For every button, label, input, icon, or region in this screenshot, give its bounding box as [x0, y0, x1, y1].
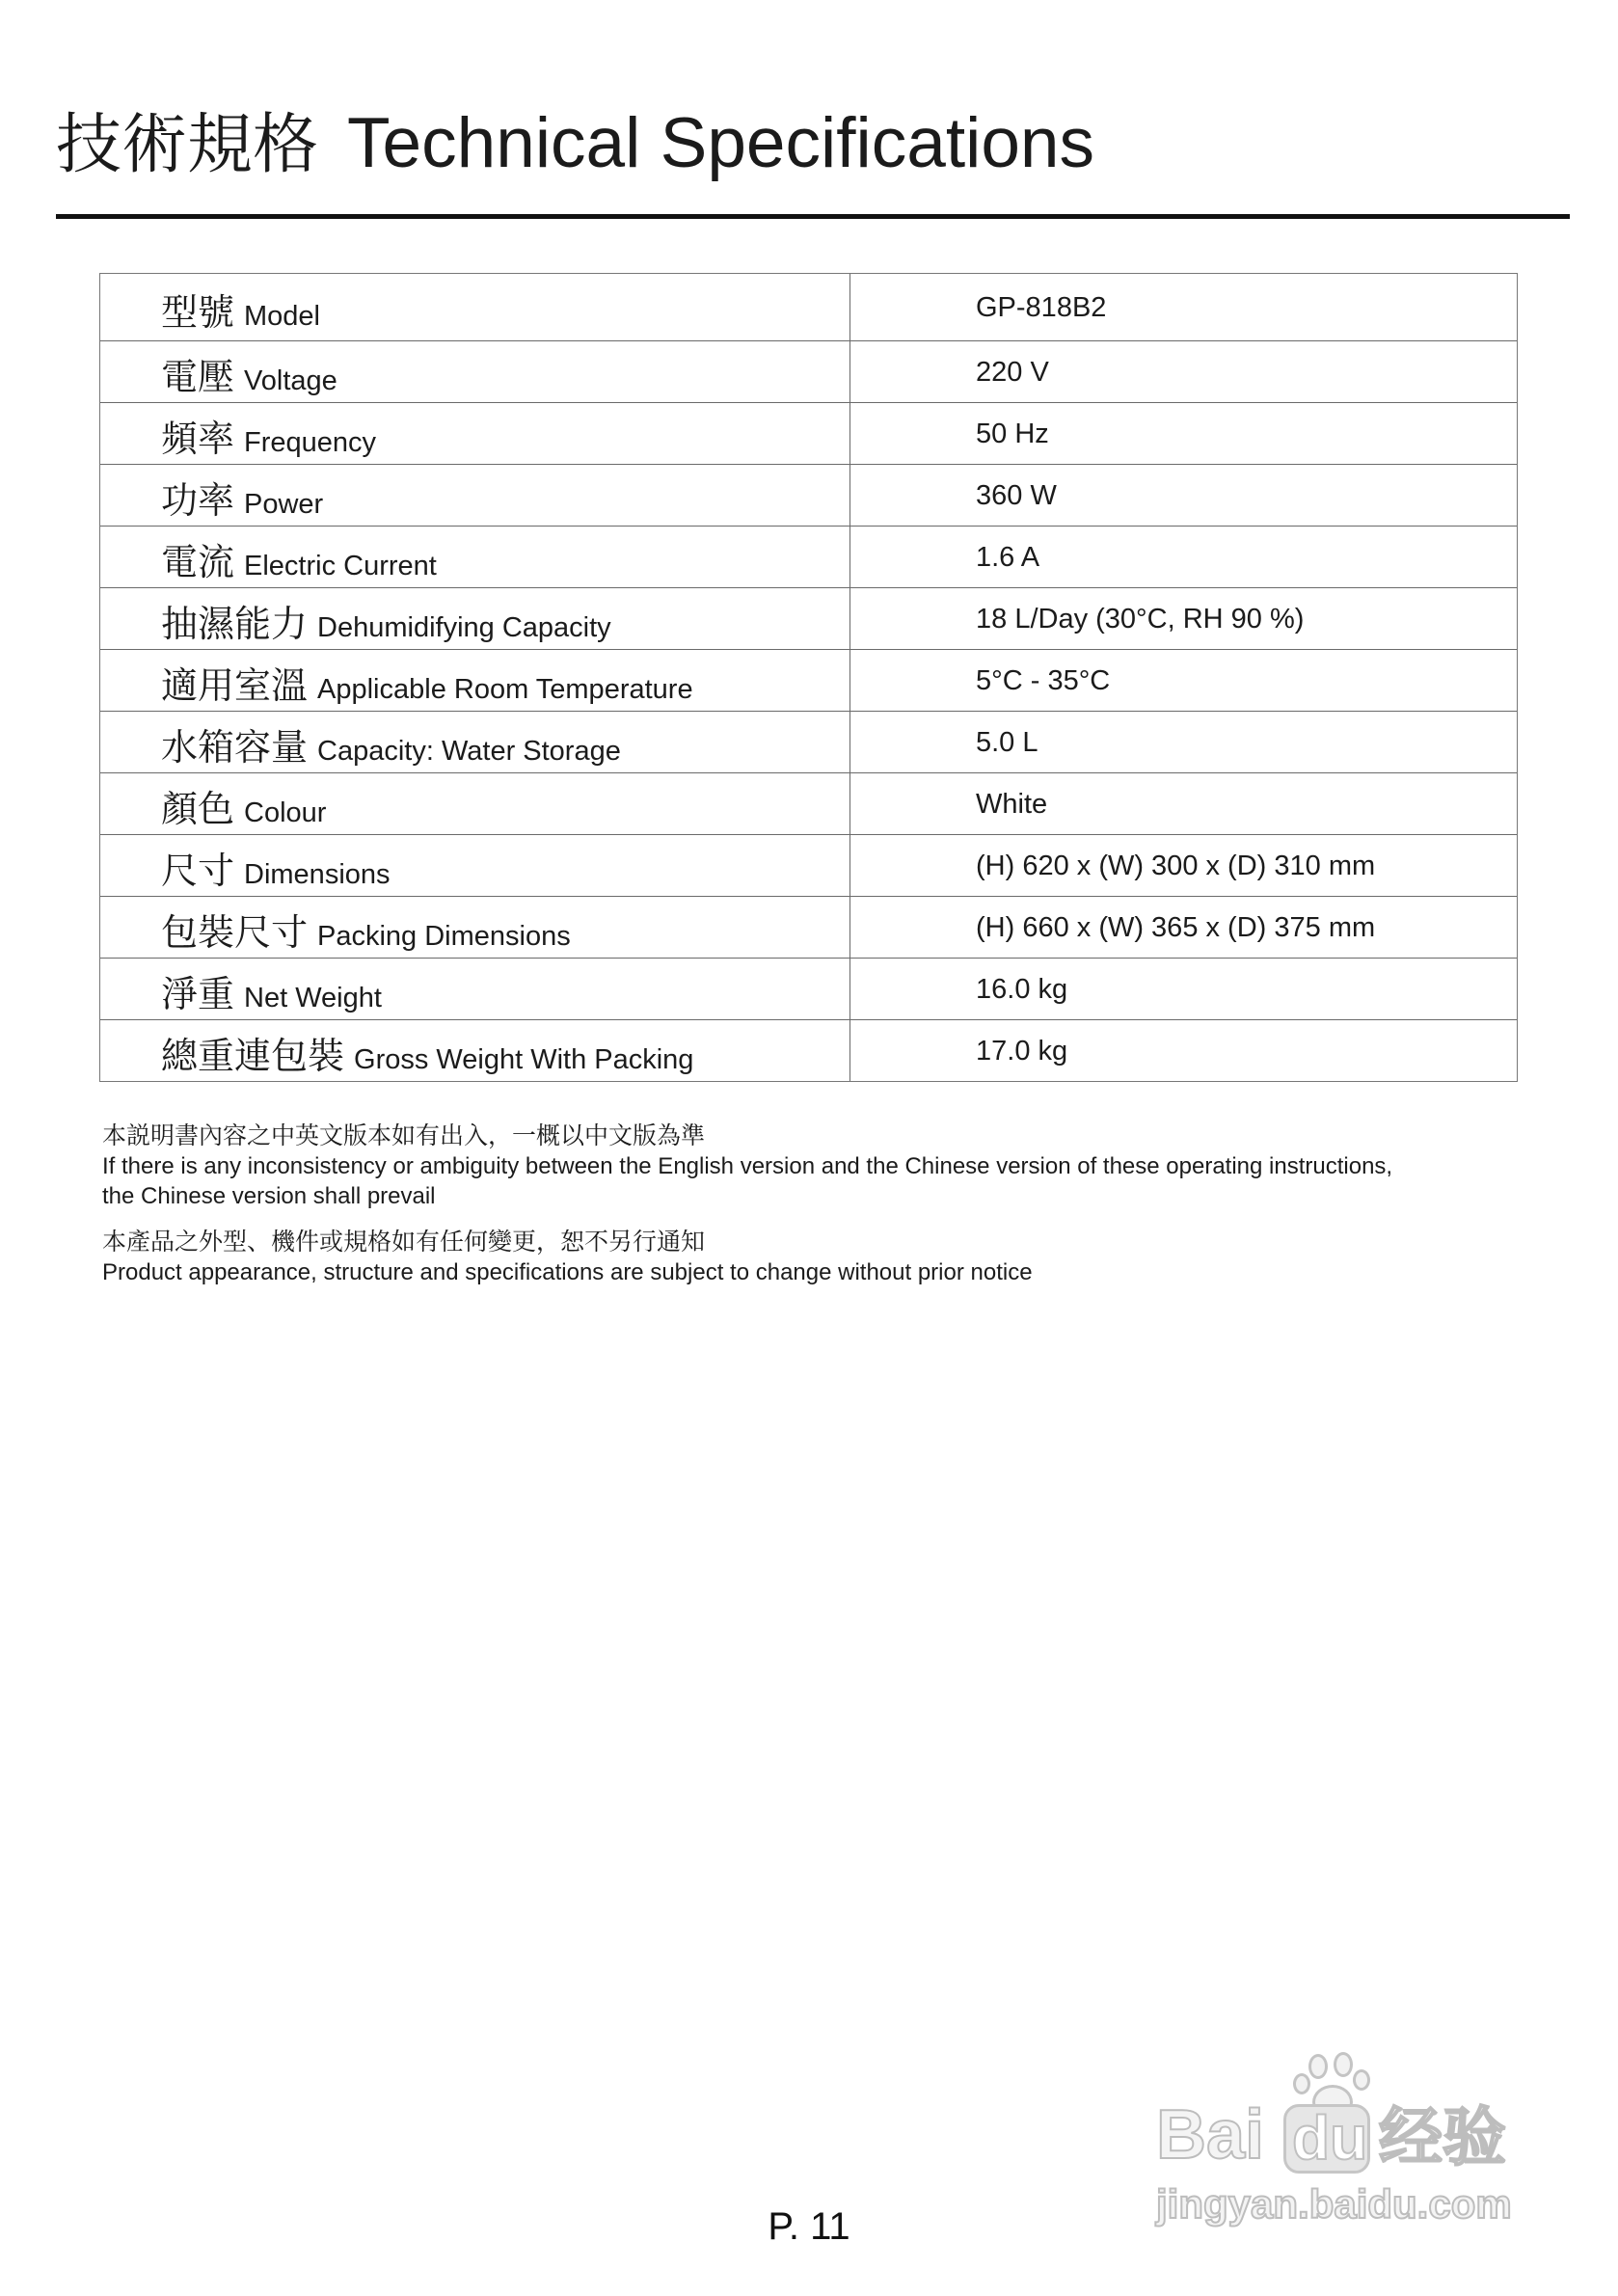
spec-value-cell: [850, 650, 1517, 711]
spec-label-cell: [100, 465, 850, 526]
spec-value-cell: [850, 527, 1517, 587]
watermark-badge-text: du: [1292, 2103, 1368, 2173]
spec-label-cell: [100, 403, 850, 464]
spec-value-cell: [850, 465, 1517, 526]
spec-value: White: [976, 789, 1048, 820]
language-note-en-line2: the Chinese version shall prevail: [102, 1183, 436, 1209]
spec-label-cell: [100, 773, 850, 834]
spec-value-cell: [850, 1020, 1517, 1081]
spec-label-zh: 電壓: [161, 358, 235, 398]
spec-label-zh: 適用室溫: [161, 666, 309, 707]
spec-label-zh: 型號: [161, 293, 235, 334]
disclaimer-notes: [102, 1121, 1549, 1287]
spec-row-applicable-room-temperature: [100, 649, 1517, 711]
spec-label-en: Colour: [244, 797, 327, 828]
spec-row-packing-dimensions: [100, 896, 1517, 958]
spec-value: (H) 660 x (W) 365 x (D) 375 mm: [976, 912, 1376, 943]
spec-label-en: Gross Weight With Packing: [354, 1044, 694, 1075]
spec-label-cell: [100, 1020, 850, 1081]
spec-label-en: Electric Current: [244, 551, 437, 581]
watermark-url: jingyan.baidu.com: [1156, 2181, 1512, 2227]
spec-row-dehumidifying-capacity: [100, 587, 1517, 649]
spec-value-cell: [850, 712, 1517, 772]
spec-table: [99, 273, 1518, 1082]
spec-label-en: Voltage: [244, 365, 337, 396]
spec-value-cell: [850, 588, 1517, 649]
spec-label: [161, 903, 571, 956]
spec-value: 5°C - 35°C: [976, 665, 1111, 696]
spec-row-voltage: [100, 340, 1517, 402]
spec-label-zh: 淨重: [161, 975, 235, 1015]
spec-label-zh: 功率: [161, 481, 235, 522]
language-note-zh: 本説明書內容之中英文版本如有出入，一概以中文版為準: [102, 1122, 706, 1149]
spec-row-net-weight: [100, 958, 1517, 1019]
spec-row-frequency: [100, 402, 1517, 464]
spec-value-cell: [850, 274, 1517, 340]
spec-label: [161, 283, 320, 336]
spec-row-colour: [100, 772, 1517, 834]
page-title-zh: 技術規格: [56, 108, 319, 181]
spec-value-cell: [850, 773, 1517, 834]
spec-label-en: Dimensions: [244, 859, 391, 890]
change-note-en: Product appearance, structure and specifications are subject to change without prior notice: [102, 1259, 1033, 1285]
change-note-zh: 本產品之外型、機件或規格如有任何變更，恕不另行通知: [102, 1229, 706, 1256]
spec-label-en: Net Weight: [244, 983, 382, 1013]
spec-value-cell: [850, 835, 1517, 896]
spec-label-zh: 總重連包裝: [161, 1037, 345, 1077]
spec-label-en: Model: [244, 301, 321, 332]
spec-label-cell: [100, 959, 850, 1019]
spec-label-cell: [100, 897, 850, 958]
spec-label-cell: [100, 835, 850, 896]
spec-label-zh: 尺寸: [161, 851, 235, 892]
spec-row-electric-current: [100, 526, 1517, 587]
spec-label-en: Packing Dimensions: [317, 921, 571, 952]
spec-label: [161, 594, 611, 647]
spec-label: [161, 779, 326, 832]
spec-label: [161, 656, 693, 709]
spec-label: [161, 717, 621, 770]
spec-label-zh: 包裝尺寸: [161, 913, 309, 954]
spec-value: GP-818B2: [976, 292, 1107, 323]
spec-label-zh: 水箱容量: [161, 728, 309, 769]
spec-label-cell: [100, 341, 850, 402]
spec-label-zh: 頻率: [161, 419, 235, 460]
spec-row-dimensions: [100, 834, 1517, 896]
spec-value-cell: [850, 341, 1517, 402]
spec-row-water-storage-capacity: [100, 711, 1517, 772]
spec-value: 16.0 kg: [976, 974, 1068, 1005]
spec-label: [161, 841, 391, 894]
spec-row-gross-weight: [100, 1019, 1517, 1081]
spec-value: 50 Hz: [976, 419, 1049, 449]
watermark-brand-latin: Bai: [1156, 2096, 1265, 2174]
spec-label-en: Capacity: Water Storage: [317, 736, 621, 767]
page-number: P. 11: [768, 2205, 850, 2248]
spec-value: (H) 620 x (W) 300 x (D) 310 mm: [976, 851, 1376, 881]
spec-value-cell: [850, 959, 1517, 1019]
language-note-en-line1: If there is any inconsistency or ambiguity between the English version and the Chinese version of these operating instructions,: [102, 1153, 1393, 1179]
page-title-en: Technical Specifications: [347, 104, 1095, 182]
spec-row-model: [100, 274, 1517, 340]
spec-label-cell: [100, 588, 850, 649]
spec-label: [161, 409, 376, 462]
spec-label-en: Applicable Room Temperature: [317, 674, 693, 705]
spec-label-en: Dehumidifying Capacity: [317, 612, 611, 643]
spec-label-zh: 顏色: [161, 790, 235, 830]
title-divider: [56, 214, 1570, 219]
spec-label-cell: [100, 712, 850, 772]
spec-value: 220 V: [976, 357, 1049, 388]
spec-label: [161, 532, 437, 585]
spec-value-cell: [850, 897, 1517, 958]
spec-label-cell: [100, 527, 850, 587]
spec-value: 5.0 L: [976, 727, 1038, 758]
baidu-jingyan-watermark: [1152, 2046, 1557, 2239]
spec-label-cell: [100, 274, 850, 340]
spec-label: [161, 347, 337, 400]
spec-value-cell: [850, 403, 1517, 464]
spec-label-zh: 抽濕能力: [161, 605, 309, 645]
spec-label: [161, 964, 382, 1017]
spec-value: 18 L/Day (30°C, RH 90 %): [976, 604, 1305, 635]
spec-label-zh: 電流: [161, 543, 235, 583]
spec-value: 1.6 A: [976, 542, 1040, 573]
spec-row-power: [100, 464, 1517, 526]
spec-label-cell: [100, 650, 850, 711]
spec-value: 17.0 kg: [976, 1036, 1068, 1067]
change-note: [102, 1228, 1549, 1287]
watermark-brand-cn: 经验: [1379, 2101, 1506, 2173]
spec-label-en: Power: [244, 489, 324, 520]
spec-value: 360 W: [976, 480, 1057, 511]
page-title: [56, 100, 1094, 187]
watermark-badge: [1283, 2104, 1370, 2174]
spec-label-en: Frequency: [244, 427, 377, 458]
spec-label: [161, 1026, 693, 1079]
language-note: [102, 1121, 1549, 1211]
spec-label: [161, 471, 323, 524]
